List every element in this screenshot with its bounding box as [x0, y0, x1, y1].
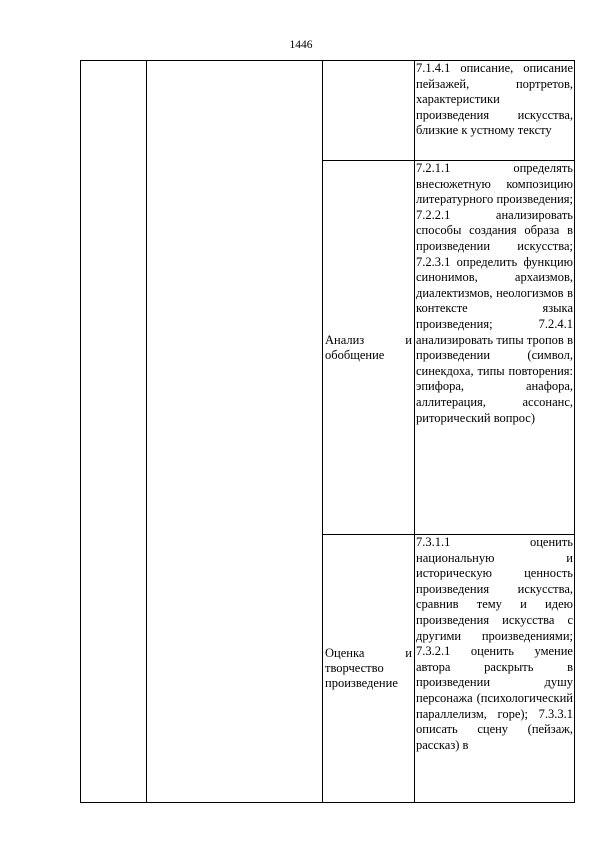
objectives-cell — [415, 161, 575, 535]
table-row — [81, 61, 575, 161]
topic-cell — [147, 61, 323, 803]
objectives-text: 7.1.4.1 описание, описание пейзажей, портретов, характеристики произведения искусства, близкие к устному тексту — [416, 61, 573, 138]
subtopic-label: Оценка и — [325, 646, 412, 660]
objectives-text: 7.2.1.1 определять внесюжетную композицию литературного произведения; 7.2.2.1 анализировать способы создания образа в произведении искусства; 7.2.3.1 определить функцию синонимов, архаизмов, диалектизмов, неологизмов в контексте языка произведения; 7.2.4.1 анализировать типы тропов в произведении (символ, синекдоха, типы повторения: эпифора, анафора, аллитерация, ассонанс, риторический вопрос) — [416, 161, 573, 425]
curriculum-table — [80, 60, 575, 803]
subtopic-label: Анализ и — [325, 332, 412, 347]
subtopic-label: произведение — [325, 676, 398, 690]
subtopic-label: творчество — [325, 661, 384, 675]
objectives-text: 7.3.1.1 оценить национальную и историческую ценность произведения искусства, сравнив тему и идею произведения искусства с другими произведениями; 7.3.2.1 оценить умение автора раскрыть в произведении душу персонажа (психологический параллелизм, горе); 7.3.3.1 описать сцену (пейзаж, рассказ) в — [416, 535, 573, 752]
subtopic-cell — [323, 61, 415, 161]
objectives-cell — [415, 535, 575, 803]
subtopic-label: обобщение — [325, 347, 385, 362]
subtopic-cell — [323, 161, 415, 535]
objectives-cell — [415, 61, 575, 161]
section-cell — [81, 61, 147, 803]
subtopic-cell — [323, 535, 415, 803]
page-number: 1446 — [289, 39, 313, 51]
